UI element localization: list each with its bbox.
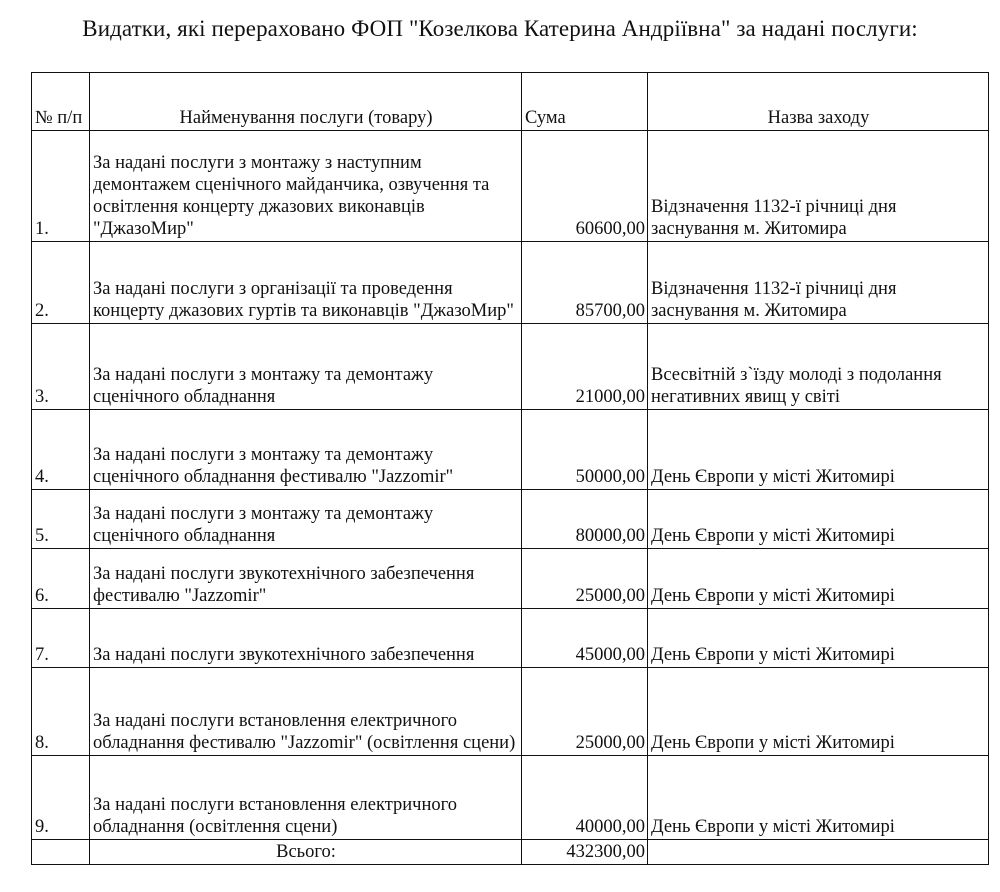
row-service-name: За надані послуги встановлення електричного обладнання фестивалю "Jazzomir" (освітлення сцени) [90,668,522,756]
total-sum: 432300,00 [522,840,648,865]
table-row [32,668,989,756]
table-row [32,756,989,840]
row-event-name: Відзначення 1132-ї річниці дня заснування м. Житомира [648,131,989,242]
row-service-name: За надані послуги встановлення електричного обладнання (освітлення сцени) [90,756,522,840]
table-header-row [32,73,989,131]
row-number: 8. [32,668,90,756]
row-event-name: Відзначення 1132-ї річниці дня заснування м. Житомира [648,242,989,324]
expenses-table [31,72,989,865]
table-row [32,609,989,668]
row-service-name: За надані послуги звукотехнічного забезпечення [90,609,522,668]
total-empty-cell [32,840,90,865]
row-event-name: День Європи у місті Житомирі [648,668,989,756]
row-sum: 40000,00 [522,756,648,840]
row-number: 9. [32,756,90,840]
row-number: 3. [32,324,90,410]
row-sum: 85700,00 [522,242,648,324]
total-row [32,840,989,865]
row-number: 1. [32,131,90,242]
document-title: Видатки, які перераховано ФОП "Козелкова Катерина Андріївна" за надані послуги: [82,16,918,41]
header-sum: Сума [522,73,648,131]
row-event-name: Всесвітній з`їзду молоді з подолання негативних явищ у світі [648,324,989,410]
row-sum: 25000,00 [522,668,648,756]
table-row [32,490,989,549]
table-row [32,410,989,490]
row-number: 7. [32,609,90,668]
table-row [32,242,989,324]
row-number: 2. [32,242,90,324]
header-event-name: Назва заходу [648,73,989,131]
row-event-name: День Європи у місті Житомирі [648,410,989,490]
row-sum: 45000,00 [522,609,648,668]
row-event-name: День Європи у місті Житомирі [648,609,989,668]
table-row [32,131,989,242]
table-row [32,324,989,410]
total-label: Всього: [90,840,522,865]
row-service-name: За надані послуги з монтажу та демонтажу сценічного обладнання [90,490,522,549]
row-service-name: За надані послуги звукотехнічного забезпечення фестивалю "Jazzomir" [90,549,522,609]
row-sum: 80000,00 [522,490,648,549]
header-service-name: Найменування послуги (товару) [90,73,522,131]
row-service-name: За надані послуги з організації та проведення концерту джазових гуртів та виконавців "ДжазоМир" [90,242,522,324]
header-number: № п/п [32,73,90,131]
row-service-name: За надані послуги з монтажу та демонтажу сценічного обладнання фестивалю "Jazzomir" [90,410,522,490]
row-sum: 60600,00 [522,131,648,242]
row-number: 4. [32,410,90,490]
row-service-name: За надані послуги з монтажу та демонтажу сценічного обладнання [90,324,522,410]
row-sum: 50000,00 [522,410,648,490]
row-event-name: День Європи у місті Житомирі [648,549,989,609]
row-event-name: День Європи у місті Житомирі [648,756,989,840]
row-service-name: За надані послуги з монтажу з наступним демонтажем сценічного майданчика, озвучення та освітлення концерту джазових виконавців "ДжазоМир" [90,131,522,242]
row-number: 5. [32,490,90,549]
row-number: 6. [32,549,90,609]
table-row [32,549,989,609]
total-empty-cell [648,840,989,865]
row-sum: 21000,00 [522,324,648,410]
row-sum: 25000,00 [522,549,648,609]
row-event-name: День Європи у місті Житомирі [648,490,989,549]
